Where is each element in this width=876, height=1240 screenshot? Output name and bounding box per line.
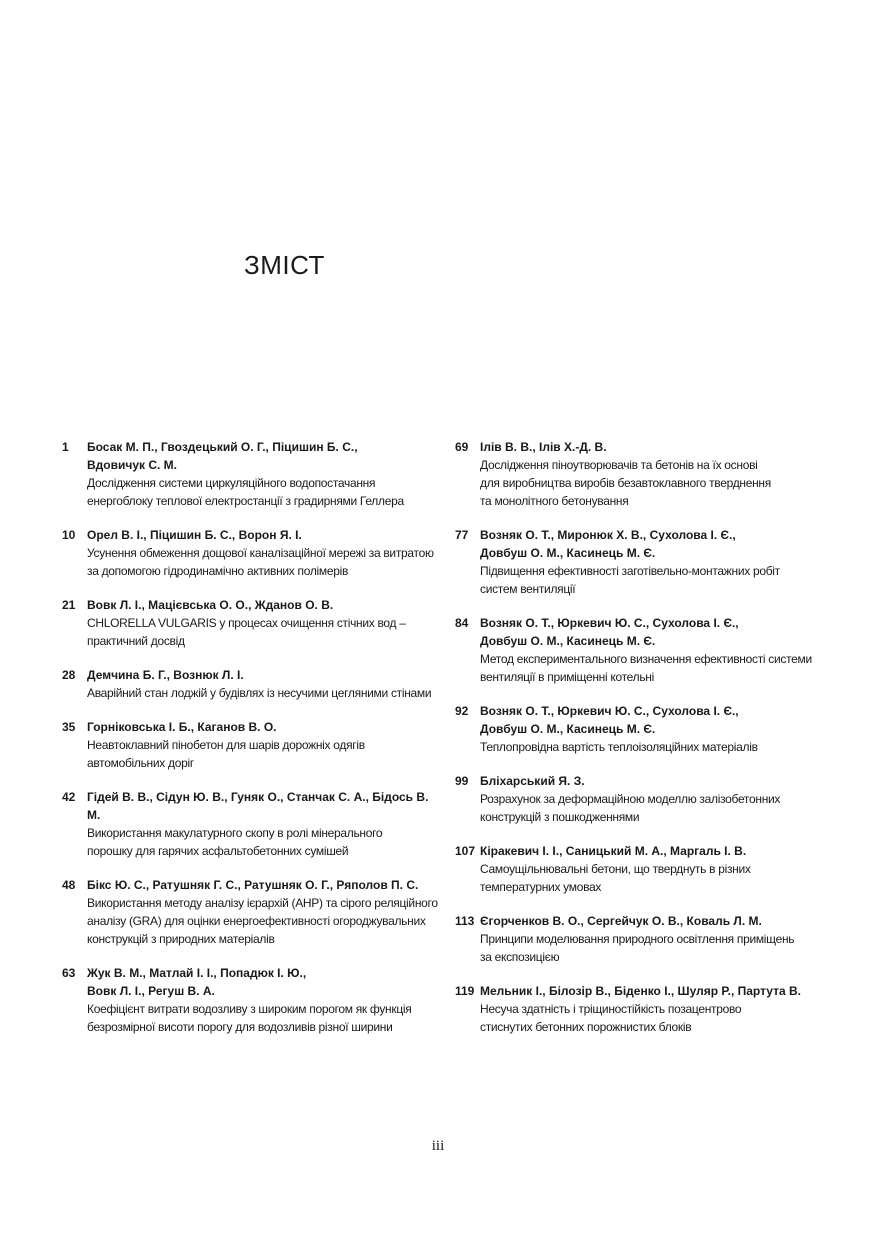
toc-title: Теплопровідна вартість теплоізоляційних матеріалів (480, 740, 758, 754)
toc-title: Аварійний стан лоджій у будівлях із несучими цегляними стінами (87, 686, 432, 700)
toc-authors: Єгорченков В. О., Сергейчук О. В., Коваль Л. М. (480, 914, 762, 928)
toc-authors: Орел В. І., Піцишин Б. С., Ворон Я. І. (87, 528, 302, 542)
toc-authors: Горніковська І. Б., Каганов В. О. (87, 720, 277, 734)
page-number-footer: iii (431, 1138, 445, 1154)
toc-page-number: 99 (455, 774, 469, 788)
toc-entry[interactable] (62, 596, 442, 650)
toc-page-number: 63 (62, 966, 76, 980)
toc-entry[interactable] (62, 526, 442, 580)
toc-entry[interactable] (62, 876, 442, 948)
toc-page-number: 42 (62, 790, 76, 804)
toc-authors: Вовк Л. І., Мацієвська О. О., Жданов О. В. (87, 598, 334, 612)
toc-authors: Возняк О. Т., Юркевич Ю. С., Сухолова І. Є., Довбуш О. М., Касинець М. Є. (480, 616, 739, 648)
toc-entry[interactable] (455, 842, 855, 896)
toc-entry[interactable] (455, 772, 855, 826)
toc-page-number: 28 (62, 668, 76, 682)
toc-entry[interactable] (455, 982, 855, 1036)
toc-title: Підвищення ефективності заготівельно-монтажних робіт систем вентиляції (480, 564, 780, 596)
toc-authors: Демчина Б. Г., Вознюк Л. І. (87, 668, 244, 682)
toc-authors: Жук В. М., Матлай І. І., Попадюк І. Ю., Вовк Л. І., Регуш В. А. (87, 966, 307, 998)
toc-title: Використання макулатурного скопу в ролі мінерального порошку для гарячих асфальтобетонних сумішей (87, 826, 383, 858)
toc-authors: Ілів В. В., Ілів Х.-Д. В. (480, 440, 607, 454)
toc-entry[interactable] (62, 438, 442, 510)
toc-page-number: 92 (455, 704, 469, 718)
toc-left-column (62, 438, 442, 1036)
toc-title: Дослідження піноутворювачів та бетонів на їх основі для виробництва виробів безавтоклавного тверднення та монолітного бетонування (480, 458, 771, 508)
toc-page-number: 69 (455, 440, 469, 454)
toc-title: Неавтоклавний пінобетон для шарів дорожніх одягів автомобільних доріг (87, 738, 365, 770)
toc-entry[interactable] (455, 526, 855, 598)
toc-authors: Возняк О. Т., Миронюк Х. В., Сухолова І. Є., Довбуш О. М., Касинець М. Є. (480, 528, 736, 560)
toc-authors: Кіракевич І. І., Саницький М. А., Маргаль І. В. (480, 844, 747, 858)
toc-entry[interactable] (62, 788, 442, 860)
toc-page-number: 48 (62, 878, 76, 892)
toc-title: Дослідження системи циркуляційного водопостачання енергоблоку теплової електростанції з градирнями Геллера (87, 476, 404, 508)
toc-title: Метод експериментального визначення ефективності системи вентиляції в приміщенні котельні (480, 652, 812, 684)
toc-page-number: 35 (62, 720, 76, 734)
toc-title: Несуча здатність і тріщиностійкість позацентрово стиснутих бетонних порожнистих блоків (480, 1002, 742, 1034)
toc-title: Самоущільнювальні бетони, що тверднуть в різних температурних умовах (480, 862, 751, 894)
toc-page-number: 77 (455, 528, 469, 542)
toc-authors: Возняк О. Т., Юркевич Ю. С., Сухолова І. Є., Довбуш О. М., Касинець М. Є. (480, 704, 739, 736)
page-title: ЗМІСТ (244, 250, 325, 280)
toc-authors: Мельник І., Білозір В., Біденко І., Шуляр Р., Партута В. (480, 984, 801, 998)
toc-page-number: 21 (62, 598, 76, 612)
toc-page-number: 119 (455, 984, 475, 998)
toc-title: Коефіцієнт витрати водозливу з широким порогом як функція безрозмірної висоти порогу для водозливів різної ширини (87, 1002, 412, 1034)
toc-title: CHLORELLA VULGARIS у процесах очищення стічних вод – практичний досвід (87, 616, 406, 648)
toc-authors: Бліхарський Я. З. (480, 774, 585, 788)
toc-title: Розрахунок за деформаційною моделлю залізобетонних конструкцій з пошкодженнями (480, 792, 781, 824)
toc-page-number: 84 (455, 616, 469, 630)
toc-page-number: 113 (455, 914, 475, 928)
toc-authors: Бікс Ю. С., Ратушняк Г. С., Ратушняк О. Г., Ряполов П. С. (87, 878, 419, 892)
toc-entry[interactable] (62, 666, 442, 702)
toc-authors: Гідей В. В., Сідун Ю. В., Гуняк О., Станчак С. А., Бідось В. М. (87, 790, 429, 822)
toc-page-number: 107 (455, 844, 476, 858)
toc-page-number: 1 (62, 440, 69, 454)
toc-entry[interactable] (455, 702, 855, 756)
toc-entry[interactable] (455, 438, 855, 510)
toc-entry[interactable] (455, 614, 855, 686)
toc-entry[interactable] (62, 964, 442, 1036)
toc-authors: Босак М. П., Гвоздецький О. Г., Піцишин Б. С., Вдовичук С. М. (87, 440, 358, 472)
toc-entry[interactable] (62, 718, 442, 772)
toc-title: Принципи моделювання природного освітлення приміщень за експозицією (480, 932, 795, 964)
toc-title: Використання методу аналізу ієрархій (AHP) та сірого реляційного аналізу (GRA) для оцінки енергоефективності огороджувальних конструкцій з природних матеріалів (87, 896, 438, 946)
toc-title: Усунення обмеження дощової каналізаційної мережі за витратою за допомогою гідродинамічно активних полімерів (87, 546, 434, 578)
toc-right-column (455, 438, 855, 1036)
toc-entry[interactable] (455, 912, 855, 966)
toc-page-number: 10 (62, 528, 76, 542)
